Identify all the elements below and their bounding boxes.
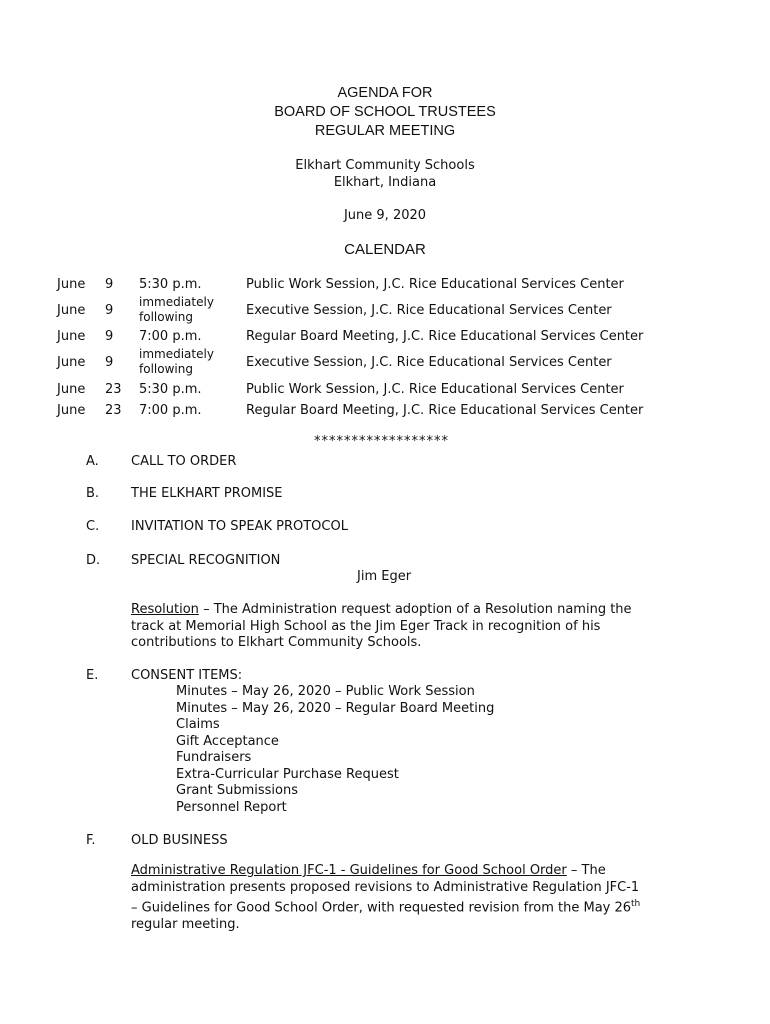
cal-desc: Public Work Session, J.C. Rice Educational Services Center bbox=[246, 277, 624, 292]
cal-month: June bbox=[57, 277, 86, 292]
item-letter-d: D. bbox=[86, 553, 101, 568]
regulation-label: Administrative Regulation JFC-1 - Guidelines for Good School Order bbox=[131, 863, 567, 878]
item-title-invitation: INVITATION TO SPEAK PROTOCOL bbox=[131, 519, 348, 534]
title-line: REGULAR MEETING bbox=[314, 123, 456, 139]
cal-time: immediately following bbox=[139, 295, 214, 324]
resolution-paragraph bbox=[131, 602, 651, 652]
item-letter-c: C. bbox=[86, 519, 100, 534]
item-title-special-recognition: SPECIAL RECOGNITION bbox=[131, 553, 281, 568]
cal-day: 9 bbox=[105, 329, 114, 344]
regulation-text-end: regular meeting. bbox=[131, 916, 240, 932]
list-item: Personnel Report bbox=[176, 799, 287, 815]
cal-time: 7:00 p.m. bbox=[139, 329, 202, 344]
agenda-title bbox=[0, 84, 770, 141]
item-letter-a: A. bbox=[86, 454, 99, 469]
list-item: Claims bbox=[176, 717, 220, 732]
cal-time: 7:00 p.m. bbox=[139, 403, 202, 418]
org-line: Elkhart Community Schools bbox=[295, 158, 475, 173]
calendar-heading: CALENDAR bbox=[344, 241, 426, 258]
cal-day: 9 bbox=[105, 303, 114, 318]
ordinal-suffix: th bbox=[631, 899, 641, 909]
calendar-row bbox=[57, 295, 757, 327]
cal-desc: Executive Session, J.C. Rice Educational Services Center bbox=[246, 303, 612, 318]
item-title-consent: CONSENT ITEMS: bbox=[131, 668, 243, 683]
list-item: Minutes – May 26, 2020 – Regular Board Meeting bbox=[176, 700, 495, 716]
item-letter-e: E. bbox=[86, 668, 99, 683]
list-item: Fundraisers bbox=[176, 750, 252, 765]
cal-desc: Executive Session, J.C. Rice Educational Services Center bbox=[246, 355, 612, 370]
cal-day: 9 bbox=[105, 355, 114, 370]
cal-desc: Regular Board Meeting, J.C. Rice Educational Services Center bbox=[246, 329, 644, 344]
list-item: Extra-Curricular Purchase Request bbox=[176, 766, 399, 782]
cal-desc: Public Work Session, J.C. Rice Educational Services Center bbox=[246, 382, 624, 397]
cal-month: June bbox=[57, 355, 86, 370]
list-item: Gift Acceptance bbox=[176, 733, 279, 749]
resolution-text: – The Administration request adoption of a Resolution naming the track at Memorial High School as the Jim Eger Track in recognition of his contributions to Elkhart Community Schools. bbox=[131, 602, 632, 650]
regulation-paragraph bbox=[131, 863, 646, 933]
item-title-elkhart-promise: THE ELKHART PROMISE bbox=[131, 486, 283, 501]
cal-time: 5:30 p.m. bbox=[139, 382, 202, 397]
item-letter-b: B. bbox=[86, 486, 100, 501]
recognition-name: Jim Eger bbox=[357, 569, 412, 584]
cal-day: 23 bbox=[105, 403, 122, 418]
calendar-row bbox=[57, 347, 757, 379]
cal-month: June bbox=[57, 382, 86, 397]
title-line: BOARD OF SCHOOL TRUSTEES bbox=[274, 104, 496, 120]
resolution-label: Resolution bbox=[131, 602, 199, 617]
title-line: AGENDA FOR bbox=[337, 85, 433, 101]
cal-day: 23 bbox=[105, 382, 122, 397]
organization bbox=[0, 157, 770, 191]
meeting-date: June 9, 2020 bbox=[343, 208, 427, 223]
org-line: Elkhart, Indiana bbox=[333, 175, 437, 190]
item-title-old-business: OLD BUSINESS bbox=[131, 833, 228, 848]
list-item: Grant Submissions bbox=[176, 783, 298, 798]
item-letter-f: F. bbox=[86, 833, 96, 848]
cal-time: immediately following bbox=[139, 347, 214, 376]
item-title-call-to-order: CALL TO ORDER bbox=[131, 454, 237, 469]
cal-time: 5:30 p.m. bbox=[139, 277, 202, 292]
list-item: Minutes – May 26, 2020 – Public Work Session bbox=[176, 684, 475, 699]
regulation-text: – The administration presents proposed revisions to Administrative Regulation JFC-1 – Guidelines for Good School Order, with requested revision from the May 26 bbox=[131, 863, 640, 916]
cal-month: June bbox=[57, 403, 86, 418]
consent-list bbox=[176, 684, 494, 816]
cal-day: 9 bbox=[105, 277, 114, 292]
cal-month: June bbox=[57, 303, 86, 318]
calendar-row bbox=[57, 403, 757, 427]
cal-month: June bbox=[57, 329, 86, 344]
cal-desc: Regular Board Meeting, J.C. Rice Educational Services Center bbox=[246, 403, 644, 418]
separator: ****************** bbox=[314, 434, 449, 449]
